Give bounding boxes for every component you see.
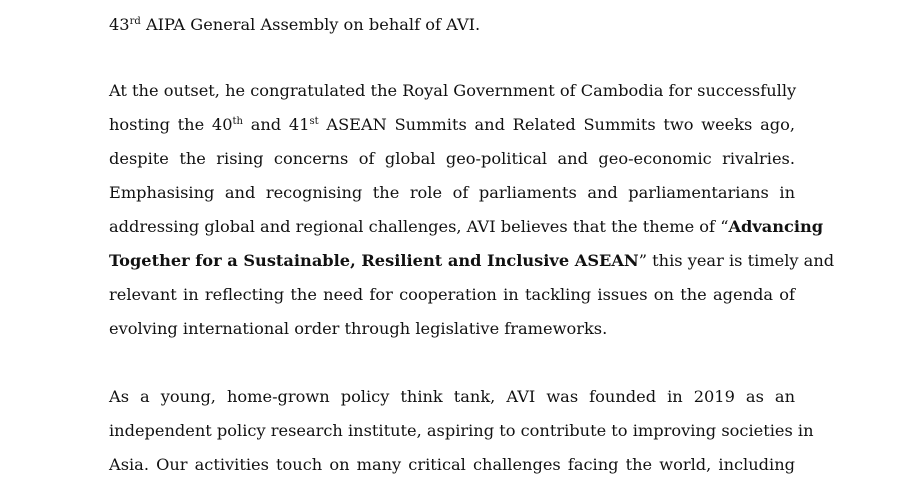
paragraph-1-line: relevant in reflecting the need for cooperation in tackling issues on the agenda of	[109, 285, 795, 304]
paragraph-0-line: 43rd AIPA General Assembly on behalf of AVI.	[109, 15, 481, 34]
paragraph-1-line: Emphasising and recognising the role of parliaments and parliamentarians in	[109, 183, 795, 202]
paragraph-1-line: At the outset, he congratulated the Royal Government of Cambodia for successfully	[109, 81, 797, 100]
paragraph-1-line: despite the rising concerns of global geo-political and geo-economic rivalries.	[109, 149, 795, 168]
paragraph-1-line: Together for a Sustainable, Resilient and Inclusive ASEAN” this year is timely and	[109, 251, 835, 270]
paragraph-1-line: hosting the 40th and 41st ASEAN Summits and Related Summits two weeks ago,	[109, 115, 795, 134]
paragraph-2-line: Asia. Our activities touch on many critical challenges facing the world, including	[109, 455, 795, 474]
paragraph-1-line: evolving international order through legislative frameworks.	[109, 319, 608, 338]
paragraph-2-line: As a young, home-grown policy think tank, AVI was founded in 2019 as an	[109, 387, 795, 406]
paragraph-1-line: addressing global and regional challenges, AVI believes that the theme of “Advancing	[109, 217, 824, 236]
paragraph-2-line: independent policy research institute, aspiring to contribute to improving societies in	[109, 421, 814, 440]
